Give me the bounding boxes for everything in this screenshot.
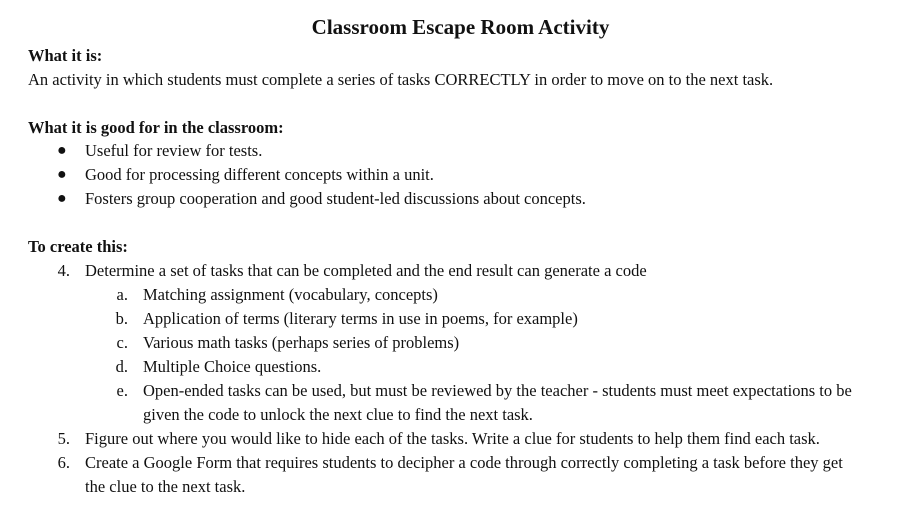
good-for-item: Good for processing different concepts within a unit. bbox=[85, 165, 434, 184]
page-title: Classroom Escape Room Activity bbox=[311, 15, 610, 39]
subitem-letter: d. bbox=[115, 357, 128, 376]
bullet-icon: ● bbox=[57, 166, 67, 183]
subitem-text: Open-ended tasks can be used, but must be reviewed by the teacher - students must meet expectations to be bbox=[143, 381, 852, 400]
to-create-heading: To create this: bbox=[28, 237, 128, 256]
subitem-letter: e. bbox=[116, 381, 128, 400]
subitem-text: Various math tasks (perhaps series of problems) bbox=[143, 333, 460, 352]
step-number: 5. bbox=[57, 429, 70, 448]
step-number: 6. bbox=[57, 453, 70, 472]
subitem-letter: a. bbox=[116, 285, 128, 304]
what-it-is-heading: What it is: bbox=[28, 46, 103, 65]
good-for-heading: What it is good for in the classroom: bbox=[28, 118, 284, 137]
good-for-item: Useful for review for tests. bbox=[85, 141, 263, 160]
subitem-text: Application of terms (literary terms in use in poems, for example) bbox=[143, 309, 578, 328]
bullet-icon: ● bbox=[57, 190, 67, 207]
good-for-item: Fosters group cooperation and good student-led discussions about concepts. bbox=[85, 189, 586, 208]
what-it-is-text: An activity in which students must complete a series of tasks CORRECTLY in order to move on to the next task. bbox=[28, 70, 774, 89]
step-text-continuation: the clue to the next task. bbox=[85, 477, 246, 496]
subitem-text: Matching assignment (vocabulary, concepts) bbox=[143, 285, 438, 304]
subitem-text: Multiple Choice questions. bbox=[143, 357, 322, 376]
subitem-letter: b. bbox=[115, 309, 128, 328]
step-text: Determine a set of tasks that can be completed and the end result can generate a code bbox=[85, 261, 647, 280]
subitem-text-continuation: given the code to unlock the next clue to find the next task. bbox=[143, 405, 533, 424]
step-text: Create a Google Form that requires students to decipher a code through correctly completing a task before they get bbox=[85, 453, 843, 472]
step-text: Figure out where you would like to hide each of the tasks. Write a clue for students to help them find each task. bbox=[85, 429, 820, 448]
step-number: 4. bbox=[57, 261, 70, 280]
bullet-icon: ● bbox=[57, 142, 67, 159]
subitem-letter: c. bbox=[116, 333, 128, 352]
